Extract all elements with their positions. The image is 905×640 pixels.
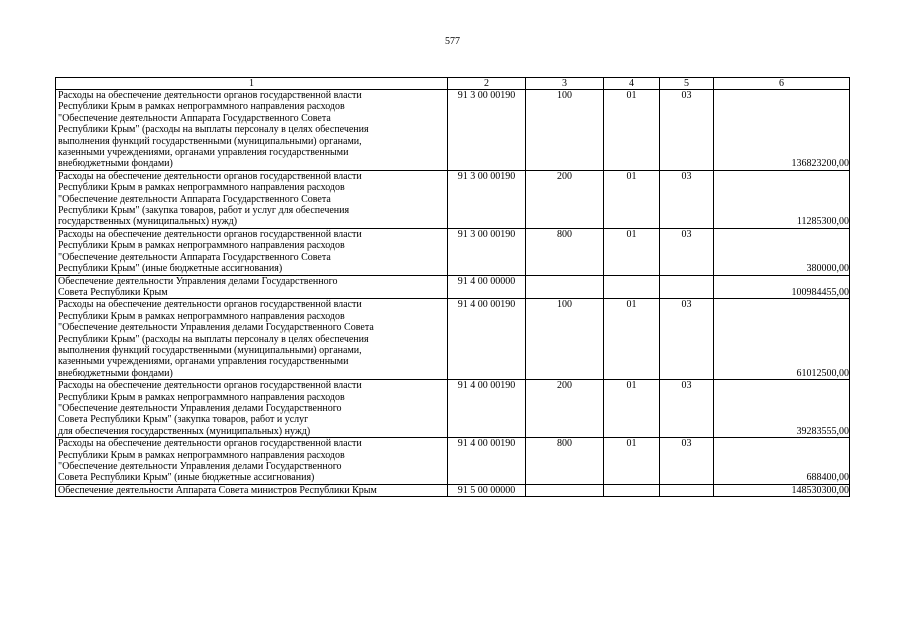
row-section: 01 — [604, 299, 660, 380]
description-line: Обеспечение деятельности Управления делами Государственного — [58, 275, 338, 287]
description-line: Совета Республики Крым — [58, 286, 168, 298]
row-description — [56, 380, 448, 438]
row-expense-type: 800 — [526, 438, 604, 485]
row-amount: 136823200,00 — [714, 90, 850, 171]
row-subsection: 03 — [660, 380, 714, 438]
row-subsection: 03 — [660, 299, 714, 380]
header-col-2: 2 — [448, 78, 526, 90]
row-amount: 688400,00 — [714, 438, 850, 485]
table-row — [56, 90, 850, 171]
row-description — [56, 484, 448, 496]
row-section: 01 — [604, 90, 660, 171]
description-line: Совета Республики Крым" (закупка товаров, работ и услуг — [58, 414, 309, 426]
description-line: выполнения функций государственными (муниципальными) органами, — [58, 344, 362, 356]
row-expense-type: 200 — [526, 170, 604, 228]
row-description — [56, 299, 448, 380]
table-row — [56, 228, 850, 275]
row-code: 91 4 00 00190 — [448, 438, 526, 485]
description-line: Расходы на обеспечение деятельности органов государственной власти — [58, 380, 362, 392]
description-line: "Обеспечение деятельности Аппарата Государственного Совета — [58, 251, 331, 263]
table-row — [56, 299, 850, 380]
description-line: внебюджетными фондами) — [58, 367, 173, 379]
row-amount: 380000,00 — [714, 228, 850, 275]
row-code: 91 4 00 00190 — [448, 299, 526, 380]
row-amount: 100984455,00 — [714, 275, 850, 299]
description-line: казенными учреждениями, органами управления государственными — [58, 147, 349, 159]
row-section: 01 — [604, 170, 660, 228]
row-section — [604, 484, 660, 496]
row-description — [56, 90, 448, 171]
header-row — [56, 78, 850, 90]
row-expense-type — [526, 275, 604, 299]
description-line: "Обеспечение деятельности Аппарата Государственного Совета — [58, 112, 331, 124]
row-description — [56, 228, 448, 275]
page-number: 577 — [445, 36, 460, 47]
table-row — [56, 380, 850, 438]
row-amount: 61012500,00 — [714, 299, 850, 380]
budget-table — [55, 77, 850, 497]
description-line: выполнения функций государственными (муниципальными) органами, — [58, 135, 362, 147]
description-line: "Обеспечение деятельности Управления делами Государственного — [58, 461, 342, 472]
row-code: 91 3 00 00190 — [448, 90, 526, 171]
row-code: 91 5 00 00000 — [448, 484, 526, 496]
row-subsection: 03 — [660, 438, 714, 485]
description-line: Республики Крым в рамках непрограммного направления расходов — [58, 240, 345, 252]
row-expense-type — [526, 484, 604, 496]
row-code: 91 3 00 00190 — [448, 228, 526, 275]
row-amount: 148530300,00 — [714, 484, 850, 496]
row-subsection — [660, 275, 714, 299]
description-line: Расходы на обеспечение деятельности органов государственной власти — [58, 170, 362, 182]
description-line: Республики Крым" (иные бюджетные ассигнования) — [58, 263, 283, 275]
description-line: Республики Крым в рамках непрограммного направления расходов — [58, 391, 345, 403]
table-row — [56, 484, 850, 496]
row-expense-type: 800 — [526, 228, 604, 275]
description-line: Расходы на обеспечение деятельности органов государственной власти — [58, 299, 362, 311]
description-line: внебюджетными фондами) — [58, 158, 173, 170]
row-subsection — [660, 484, 714, 496]
row-description — [56, 275, 448, 299]
row-expense-type: 200 — [526, 380, 604, 438]
description-line: Расходы на обеспечение деятельности органов государственной власти — [58, 228, 362, 240]
description-line: Республики Крым" (расходы на выплаты персоналу в целях обеспечения — [58, 333, 369, 345]
description-line: "Обеспечение деятельности Управления делами Государственного Совета — [58, 322, 374, 334]
row-description — [56, 170, 448, 228]
row-amount: 11285300,00 — [714, 170, 850, 228]
header-col-3: 3 — [526, 78, 604, 90]
row-subsection: 03 — [660, 90, 714, 171]
row-description — [56, 438, 448, 485]
description-line: Расходы на обеспечение деятельности органов государственной власти — [58, 438, 362, 450]
table-row — [56, 170, 850, 228]
header-col-5: 5 — [660, 78, 714, 90]
table-row — [56, 275, 850, 299]
row-section — [604, 275, 660, 299]
table-body — [56, 90, 850, 497]
description-line: "Обеспечение деятельности Управления делами Государственного — [58, 402, 342, 414]
row-subsection: 03 — [660, 170, 714, 228]
row-expense-type: 100 — [526, 299, 604, 380]
description-line: "Обеспечение деятельности Аппарата Государственного Совета — [58, 193, 331, 205]
row-subsection: 03 — [660, 228, 714, 275]
description-line: Республики Крым в рамках непрограммного направления расходов — [58, 310, 345, 322]
row-amount: 39283555,00 — [714, 380, 850, 438]
description-line: для обеспечения государственных (муниципальных) нужд) — [58, 425, 311, 437]
description-line: Республики Крым в рамках непрограммного направления расходов — [58, 101, 345, 113]
header-col-6: 6 — [714, 78, 850, 90]
row-expense-type: 100 — [526, 90, 604, 171]
description-line: Республики Крым в рамках непрограммного направления расходов — [58, 449, 345, 461]
description-line: Расходы на обеспечение деятельности органов государственной власти — [58, 90, 362, 101]
description-line: казенными учреждениями, органами управления государственными — [58, 356, 349, 368]
header-col-4: 4 — [604, 78, 660, 90]
description-line: Совета Республики Крым" (иные бюджетные ассигнования) — [58, 472, 315, 484]
description-line: Республики Крым" (закупка товаров, работ и услуг для обеспечения — [58, 205, 350, 217]
row-code: 91 4 00 00000 — [448, 275, 526, 299]
row-section: 01 — [604, 228, 660, 275]
header-col-1: 1 — [56, 78, 448, 90]
description-line: Республики Крым" (расходы на выплаты персоналу в целях обеспечения — [58, 124, 369, 136]
row-section: 01 — [604, 438, 660, 485]
row-code: 91 4 00 00190 — [448, 380, 526, 438]
row-section: 01 — [604, 380, 660, 438]
description-line: государственных (муниципальных) нужд) — [58, 216, 238, 228]
description-line: Республики Крым в рамках непрограммного направления расходов — [58, 182, 345, 194]
row-code: 91 3 00 00190 — [448, 170, 526, 228]
table-row — [56, 438, 850, 485]
description-line: Обеспечение деятельности Аппарата Совета министров Республики Крым — [58, 484, 377, 496]
